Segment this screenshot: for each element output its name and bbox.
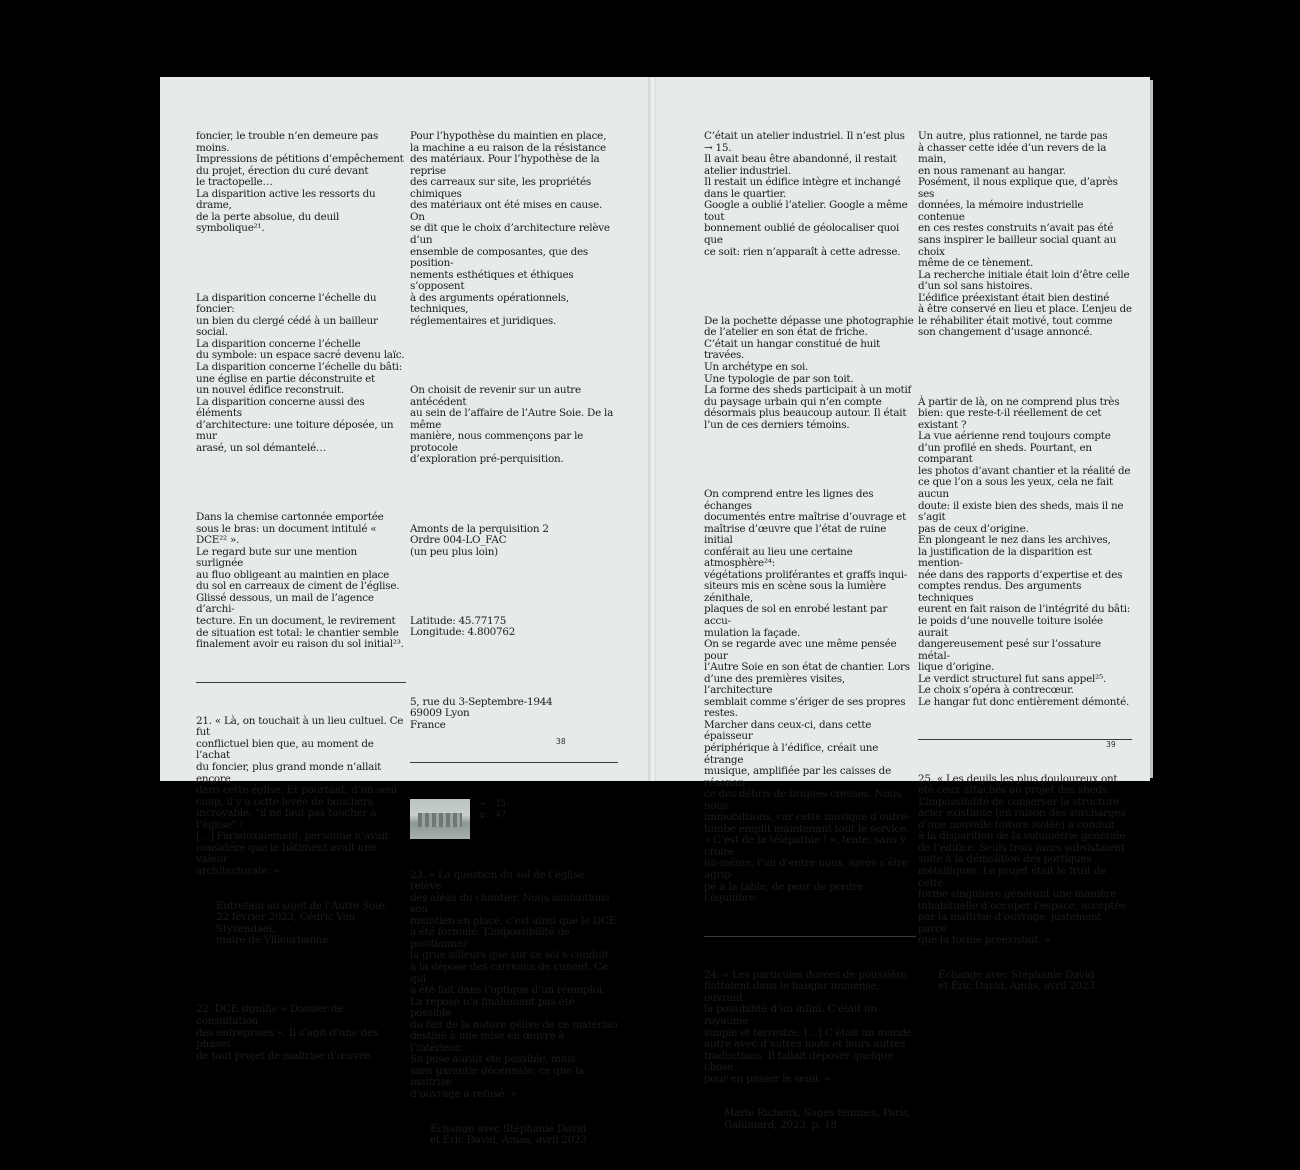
- footnote: 21. « Là, on touchait à un lieu cultuel. Ce fut conflictuel bien que, au moment de l’achat du foncier, plus grand monde n’allait encore dans cette église. Et pourtant, d’un seul coup, il y a cette levée de boucliers incroyable: “il ne faut pas toucher à l’église” ! […] Paradoxalement, personne n’avait considéré que le bâtiment avait une valeur architecturale. »: [196, 714, 404, 877]
- photo-reference: [410, 799, 618, 839]
- page-number: 39: [1106, 740, 1116, 749]
- body-paragraph: On comprend entre les lignes des échanges documentés entre maîtrise d’ouvrage et maîtrise d’œuvre que l’état de ruine initial conférait au lieu une certaine atmosphère²⁴: végétations proliférantes et graffs inqui- siteurs mis en scène sous la lumière zénithale, plaques de sol en enrobé lestant par accu- mulation la façade. On se regarde avec une même pensée pour l’Autre Soie en son état de chantier. Lors d’une des premières visites, l’architecture semblait comme s’ériger de ses propres restes. Marcher dans ceux-ci, dans cette épaisseur périphérique à l’édifice, créait une étrange musique, amplifiée par les caisses de résonan- ce des débris de briques creuses. Nous nous immobilisons, car cette musique d’outre- tombe emplit maintenant tout le service. « C’est de la télépathie ! », tente, sans y croire lui-même, l’un d’entre nous, après s’être agrip- pé à la table, de peur de perdre l’équilibre.: [704, 487, 910, 905]
- address: 5, rue du 3-Septembre-1944 69009 Lyon France: [410, 695, 553, 731]
- building-photo-thumbnail: [410, 799, 470, 839]
- coordinates: Latitude: 45.77175 Longitude: 4.800762: [410, 614, 516, 639]
- body-paragraph: De la pochette dépasse une photographie de l’atelier en son état de friche. C’était un hangar constitué de huit travées. Un archétype en soi. Une typologie de par son toit. La forme des sheds participait à un motif du paysage urbain qui n’en compte désormais plus beaucoup autour. Il était l’un de ces derniers témoins.: [704, 314, 914, 431]
- body-paragraph: C’était un atelier industriel. Il n’est plus → 15. Il avait beau être abandonné, il restait atelier industriel. Il restait un édifice intègre et inchangé dans le quartier. Google a oublié l’atelier. Google a même tout bonnement oublié de géolocaliser quoi que ce soit: rien n’apparaît à cette adresse.: [704, 130, 908, 258]
- perquisition-order: Amonts de la perquisition 2 Ordre 004-LO_FAC (un peu plus loin): [410, 522, 549, 558]
- body-paragraph: Pour l’hypothèse du maintien en place, la machine a eu raison de la résistance des matériaux. Pour l’hypothèse de la reprise des carreaux sur site, les propriétés chimiques des matériaux ont été mises en cause. On se dit que le choix d’architecture relève d’un ensemble de composantes, que des position- nements esthétiques et éthiques s’opposent à des arguments opérationnels, techniques, réglementaires et juridiques.: [410, 130, 610, 327]
- left-page: [160, 77, 650, 1147]
- footnote-divider: [704, 936, 916, 937]
- body-paragraph: Un autre, plus rationnel, ne tarde pas à chasser cette idée d’un revers de la main, en nous ramenant au hangar. Posément, il nous explique que, d’après ses données, la mémoire industrielle contenue en ces restes construits n’avait pas été sans inspirer le bailleur social quant au choix même de ce tènement. La recherche initiale était loin d’être celle d’un sol sans histoires. L’édifice préexistant était bien destiné à être conservé en lieu et place. L’enjeu de le réhabiliter était motivé, tout comme son changement d’usage annoncé.: [918, 130, 1132, 339]
- footnote: 24. « Les particules dorées de poussière flottaient dans le hangar immense, ouvrant la possibilité d’un infini. C’était un royaume simple et terrestre. […] C’était un monde autre avec d’autres mots et leurs autres traductions. Il fallait déposer quelque chose pour en passer le seuil. »: [704, 968, 912, 1085]
- footnote: 22. DCE signifie « Dossier de consultation des entreprises ». Il s’agit d’une des phases de tout projet de maîtrise d’œuvre.: [196, 1003, 379, 1062]
- body-paragraph: La disparition concerne l’échelle du foncier: un bien du clergé cédé à un bailleur social. La disparition concerne l’échelle du symbole: un espace sacré devenu laïc. La disparition concerne l’échelle du bâti: une église en partie déconstruite et un nouvel édifice reconstruit. La disparition concerne aussi des éléments d’architecture: une toiture déposée, un mur arasé, un sol démantelé…: [196, 291, 405, 454]
- footnote: 25. « Les deuils les plus douloureux ont été ceux attachés au projet des sheds. L’impossibilité de conserver la structure acier existante (en raison des surcharges d’une nouvelle toiture isolée) a conduit à la disparition de la volumétrie générale de l’édifice. Seuls trois murs subsistaient suite à la démolition des portiques métalliques. Le projet était le fruit de cette forme singulière générant une manière inhabituelle d’occuper l’espace, acceptée par la maîtrise d’ouvrage, justement parce que la forme préexistait. »: [918, 772, 1126, 947]
- page-number: 38: [556, 737, 566, 746]
- footnote-divider: [410, 762, 618, 763]
- body-paragraph: À partir de là, on ne comprend plus très bien: que reste-t-il réellement de cet existant ? La vue aérienne rend toujours compte d’un profilé en sheds. Pourtant, en comparant les photos d’avant chantier et la réalité de ce que l’on a sous les yeux, cela ne fait aucun doute: il existe bien des sheds, mais il ne s’agit pas de ceux d’origine. En plongeant le nez dans les archives, la justification de la disparition est mention- née dans des rapports d’expertise et des comptes rendus. Des arguments techniques eurent en fait raison de l’intégrité du bâti: le poids d’une nouvelle toiture isolée aurait dangereusement pesé sur l’ossature métal- lique d’origine. Le verdict structurel fut sans appel²⁵. Le choix s’opéra à contrecœur. Le hangar fut donc entièrement démonté.: [918, 395, 1131, 708]
- footnote-divider: [196, 682, 406, 683]
- footnote-source: Entretien au sujet de l’Autre Soie, 22 février 2023, Cédric Van Styvendael, maire de Villeurbanne: [216, 899, 388, 947]
- right-column-2: [918, 108, 1132, 1016]
- left-column-2: [410, 108, 618, 1170]
- right-page: [656, 77, 1150, 1131]
- footnote-source: Échange avec Stéphanie David et Éric David, Amas, avril 2023: [430, 1122, 587, 1147]
- cross-reference: → 15. p. 47: [480, 798, 512, 820]
- page-edge: [1150, 80, 1153, 778]
- footnote-source: Échange avec Stéphanie David et Éric David, Amas, avril 2023: [938, 968, 1095, 993]
- body-paragraph: foncier, le trouble n’en demeure pas moins. Impressions de pétitions d’empêchement du projet, érection du curé devant le tractopelle… La disparition active les ressorts du drame, de la perte absolue, du deuil symbolique²¹.: [196, 130, 404, 235]
- body-paragraph: Dans la chemise cartonnée emportée sous le bras: un document intitulé « DCE²² ». Le regard bute sur une mention surlignée au fluo obligeant au maintien en place du sol en carreaux de ciment de l’église. Glissé dessous, un mail de l’agence d’archi- tecture. En un document, le revirement de situation est total: le chantier semble finalement avoir eu raison du sol initial²³.: [196, 511, 404, 651]
- footnote: 23. « La question du sol de l’église relève des aléas du chantier. Nous souhaitions son maintien en place, c’est ainsi que le DCE a été formulé. L’impossibilité de positionner la grue ailleurs que sur ce sol a conduit à la dépose des carreaux de ciment. Ce qui a été fait dans l’optique d’un réemploi. La repose n’a finalement pas été possible du fait de la nature gélive de ce matériau destiné à une mise en œuvre à l’intérieur. Sa pose aurait été possible, mais sans garantie décennale, ce que la maîtrise d’ouvrage a refusé. »: [410, 868, 618, 1101]
- footnote-source: Marie Richeux, Sages femmes, Paris, Gallimard, 2023, p. 18: [724, 1107, 911, 1131]
- footnote-divider: [918, 739, 1132, 740]
- body-paragraph: On choisit de revenir sur un autre antécédent au sein de l’affaire de l’Autre Soie. De la même manière, nous commençons par le protocole d’exploration pré-perquisition.: [410, 384, 614, 466]
- right-column-1: [704, 108, 916, 1155]
- left-column-1: [196, 108, 406, 1085]
